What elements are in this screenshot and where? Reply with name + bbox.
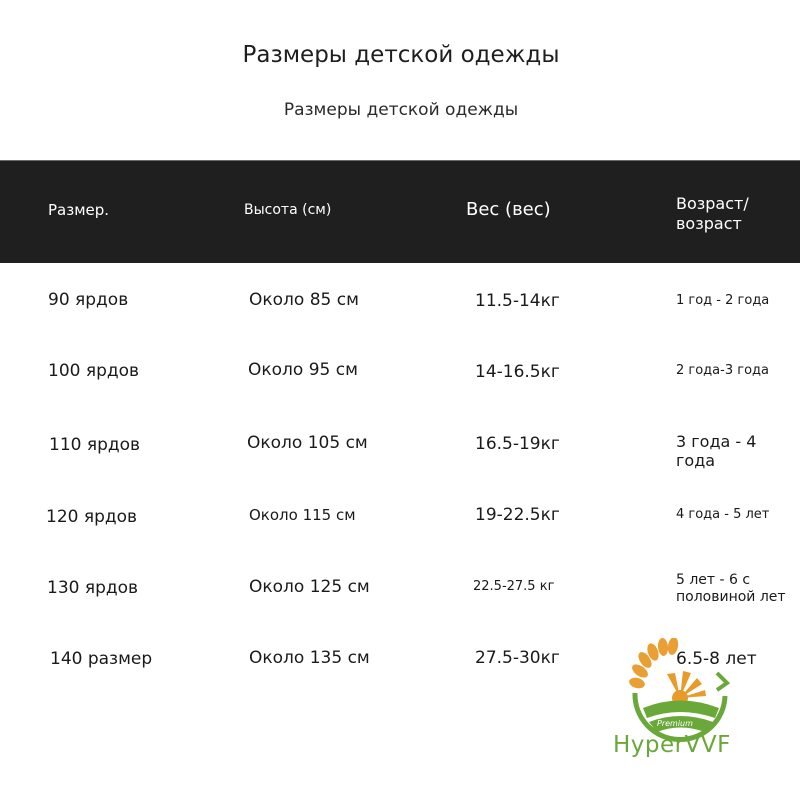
cell-height: Около 105 см <box>247 433 368 453</box>
page-subtitle: Размеры детской одежды <box>283 100 519 120</box>
cell-age: 1 год - 2 года <box>676 293 770 308</box>
cell-weight: 19-22.5кг <box>475 505 560 525</box>
cell-age: 4 года - 5 лет <box>676 507 770 522</box>
header-height: Высота (см) <box>244 202 332 218</box>
cell-size: 100 ярдов <box>48 361 140 381</box>
cell-age: 6.5-8 лет <box>676 649 757 669</box>
cell-size: 120 ярдов <box>46 507 138 527</box>
header-weight: Вес (вес) <box>466 199 551 220</box>
cell-size: 140 размер <box>50 649 153 669</box>
cell-height: Около 125 см <box>249 577 370 597</box>
header-age: Возраст/ возраст <box>676 194 749 233</box>
cell-age: 2 года-3 года <box>676 363 769 378</box>
cell-weight: 16.5-19кг <box>475 434 560 454</box>
page-title: Размеры детской одежды <box>242 42 560 68</box>
cell-height: Около 135 см <box>249 648 370 668</box>
cell-weight: 11.5-14кг <box>475 291 560 311</box>
cell-height: Около 115 см <box>249 506 356 524</box>
cell-weight: 22.5-27.5 кг <box>473 579 555 594</box>
cell-weight: 27.5-30кг <box>475 648 560 668</box>
cell-age: 3 года - 4 года <box>676 432 757 471</box>
cell-age: 5 лет - 6 с половиной лет <box>676 572 786 605</box>
header-size: Размер. <box>48 201 110 219</box>
brand-watermark: HyperVVF <box>613 732 731 758</box>
svg-text:Premium: Premium <box>657 719 693 728</box>
cell-size: 110 ярдов <box>49 435 141 455</box>
table-header <box>0 160 800 263</box>
cell-height: Около 85 см <box>249 290 359 310</box>
cell-height: Около 95 см <box>248 360 358 380</box>
cell-weight: 14-16.5кг <box>475 362 560 382</box>
cell-size: 90 ярдов <box>48 290 129 310</box>
cell-size: 130 ярдов <box>47 578 139 598</box>
